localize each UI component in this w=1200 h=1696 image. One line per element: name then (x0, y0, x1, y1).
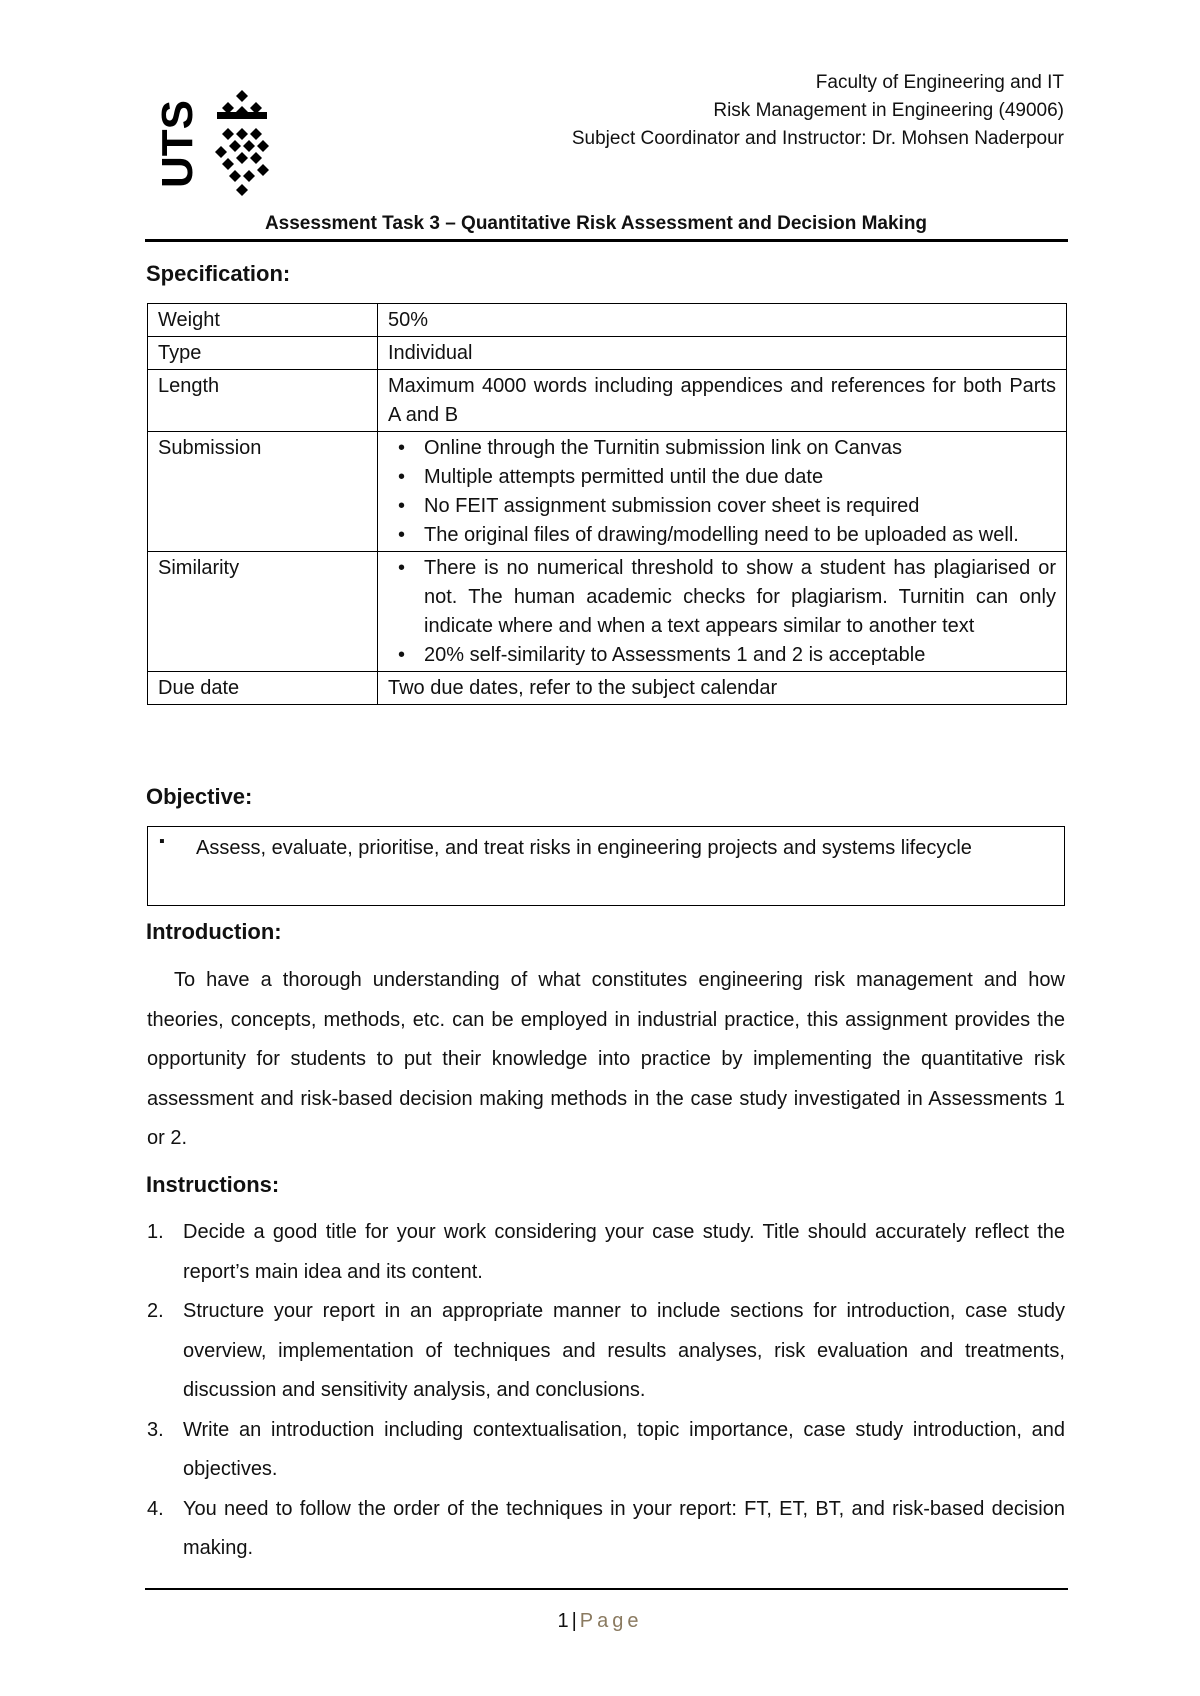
uts-logo (153, 88, 290, 203)
spec-label: Due date (148, 672, 378, 705)
specification-heading: Specification: (146, 261, 291, 286)
table-row (148, 337, 1067, 370)
instructions-list (147, 1213, 1065, 1569)
spec-label: Type (148, 337, 378, 370)
page-footer (0, 1610, 1200, 1633)
table-row (148, 552, 1067, 672)
list-item: • 20% self-similarity to Assessments 1 and 2 is acceptable (424, 641, 1056, 670)
table-row (148, 370, 1067, 432)
item-number: 1. (147, 1221, 164, 1243)
list-item (147, 1213, 1065, 1292)
assessment-title: Assessment Task 3 – Quantitative Risk Assessment and Decision Making (264, 213, 928, 234)
objective-heading: Objective: (146, 784, 253, 809)
page-separator: | (571, 1610, 577, 1632)
list-item (147, 1411, 1065, 1490)
list-item: • Multiple attempts permitted until the due date (424, 463, 1056, 492)
item-number: 4. (147, 1497, 164, 1520)
spec-value: Two due dates, refer to the subject calendar (378, 672, 1067, 705)
submission-list (388, 434, 1056, 550)
spec-label: Length (148, 370, 378, 432)
specification-table (147, 303, 1067, 705)
coordinator-name: Subject Coordinator and Instructor: Dr. Mohsen Naderpour (571, 128, 1064, 149)
item-text: You need to follow the order of the techniques in your report: FT, ET, BT, and risk-based decision making. (183, 1497, 1065, 1559)
spec-value (378, 552, 1067, 672)
objective-box (147, 826, 1065, 906)
instructions-heading: Instructions: (146, 1172, 280, 1197)
svg-text:UTS: UTS (153, 100, 202, 188)
list-item (147, 1490, 1065, 1569)
faculty-name: Faculty of Engineering and IT (815, 72, 1064, 93)
title-divider (145, 239, 1068, 242)
item-number: 2. (147, 1300, 164, 1322)
spec-label: Similarity (148, 552, 378, 672)
footer-divider (145, 1588, 1068, 1590)
list-item: • There is no numerical threshold to show a student has plagiarised or not. The human academic checks for plagiarism. Turnitin can only indicate where and when a text appears similar to another text (424, 554, 1056, 641)
square-bullet-icon: ▪ (159, 833, 165, 850)
table-row (148, 304, 1067, 337)
list-item: • Online through the Turnitin submission link on Canvas (424, 434, 1056, 463)
similarity-list (388, 554, 1056, 670)
introduction-paragraph: To have a thorough understanding of what constitutes engineering risk management and how theories, concepts, methods, etc. can be employed in industrial practice, this assignment provides the opportunity for students to put their knowledge into practice by implementing the quantitative risk assessment and risk-based decision making methods in the case study investigated in Assessments 1 or 2. (147, 969, 1065, 1149)
uts-emblem-icon (215, 90, 269, 196)
spec-label: Submission (148, 432, 378, 552)
list-item (147, 1292, 1065, 1411)
spec-value: 50% (378, 304, 1067, 337)
page-number: 1 (557, 1610, 569, 1632)
subject-name: Risk Management in Engineering (49006) (713, 100, 1064, 121)
objective-text: Assess, evaluate, prioritise, and treat risks in engineering projects and systems lifecycle (196, 837, 972, 859)
spec-value: Individual (378, 337, 1067, 370)
list-item: • No FEIT assignment submission cover sheet is required (424, 492, 1056, 521)
page-label: Page (579, 1610, 643, 1632)
table-row (148, 432, 1067, 552)
table-row (148, 672, 1067, 705)
course-header (572, 69, 1064, 153)
introduction-heading: Introduction: (146, 919, 282, 944)
item-text: Write an introduction including contextualisation, topic importance, case study introduction, and objectives. (183, 1418, 1065, 1480)
spec-label: Weight (148, 304, 378, 337)
item-text: Decide a good title for your work considering your case study. Title should accurately reflect the report’s main idea and its content. (183, 1221, 1065, 1283)
item-number: 3. (147, 1418, 164, 1441)
item-text: Structure your report in an appropriate manner to include sections for introduction, case study overview, implementation of techniques and results analyses, risk evaluation and treatments, discussion and sensitivity analysis, and conclusions. (183, 1300, 1065, 1401)
spec-value: Maximum 4000 words including appendices and references for both Parts A and B (378, 370, 1067, 432)
list-item: • The original files of drawing/modelling need to be uploaded as well. (424, 521, 1056, 550)
spec-value (378, 432, 1067, 552)
